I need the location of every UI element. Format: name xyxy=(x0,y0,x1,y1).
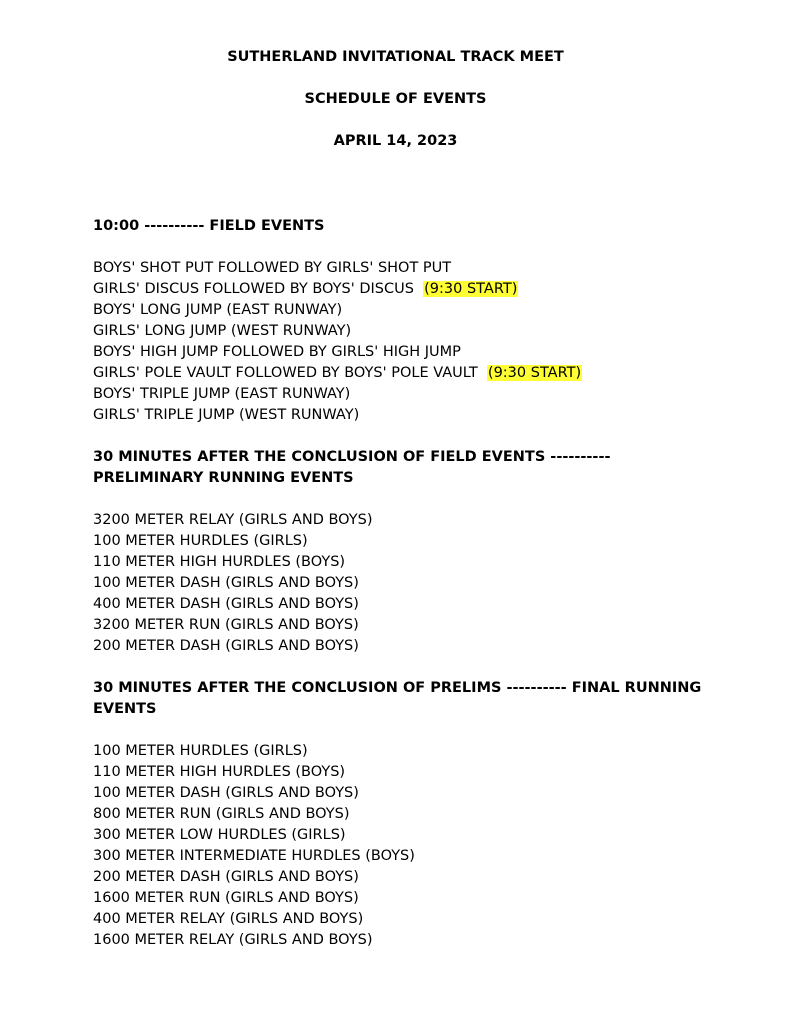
event-item xyxy=(93,783,713,804)
event-name: 100 METER DASH (GIRLS AND BOYS) xyxy=(93,575,359,591)
event-name: 100 METER DASH (GIRLS AND BOYS) xyxy=(93,785,359,801)
event-item xyxy=(93,888,713,909)
event-item xyxy=(93,342,713,363)
document-subtitle: SCHEDULE OF EVENTS xyxy=(304,91,487,107)
event-name: 400 METER DASH (GIRLS AND BOYS) xyxy=(93,596,359,612)
event-name: 110 METER HIGH HURDLES (BOYS) xyxy=(93,764,346,780)
event-item xyxy=(93,615,713,636)
event-list xyxy=(93,258,713,426)
document-title: SUTHERLAND INVITATIONAL TRACK MEET xyxy=(227,49,564,65)
event-name: BOYS' LONG JUMP (EAST RUNWAY) xyxy=(93,302,343,318)
event-item xyxy=(93,321,713,342)
event-item xyxy=(93,636,713,657)
start-time-note: (9:30 START) xyxy=(424,281,518,297)
event-item xyxy=(93,741,713,762)
event-name: 1600 METER RELAY (GIRLS AND BOYS) xyxy=(93,932,373,948)
event-list xyxy=(93,741,713,951)
event-item xyxy=(93,867,713,888)
schedule-sections xyxy=(93,216,713,972)
event-list xyxy=(93,510,713,657)
event-name: 200 METER DASH (GIRLS AND BOYS) xyxy=(93,638,359,654)
section-heading: 30 MINUTES AFTER THE CONCLUSION OF PRELIMS ---------- FINAL RUNNING EVENTS xyxy=(93,680,702,717)
start-time-note: (9:30 START) xyxy=(487,365,582,381)
section-heading: 10:00 ---------- FIELD EVENTS xyxy=(93,218,325,234)
section-heading: 30 MINUTES AFTER THE CONCLUSION OF FIELD EVENTS ---------- PRELIMINARY RUNNING EVENTS xyxy=(93,449,611,486)
event-name: BOYS' HIGH JUMP FOLLOWED BY GIRLS' HIGH JUMP xyxy=(93,344,461,360)
event-name: GIRLS' TRIPLE JUMP (WEST RUNWAY) xyxy=(93,407,360,423)
event-name: BOYS' TRIPLE JUMP (EAST RUNWAY) xyxy=(93,386,351,402)
event-item xyxy=(93,279,713,300)
event-item xyxy=(93,363,713,384)
event-name: GIRLS' LONG JUMP (WEST RUNWAY) xyxy=(93,323,352,339)
event-item xyxy=(93,846,713,867)
event-name: 200 METER DASH (GIRLS AND BOYS) xyxy=(93,869,359,885)
event-name: 300 METER INTERMEDIATE HURDLES (BOYS) xyxy=(93,848,415,864)
event-name: GIRLS' POLE VAULT FOLLOWED BY BOYS' POLE VAULT xyxy=(93,365,478,381)
event-name: 300 METER LOW HURDLES (GIRLS) xyxy=(93,827,346,843)
event-name: GIRLS' DISCUS FOLLOWED BY BOYS' DISCUS xyxy=(93,281,414,297)
event-item xyxy=(93,825,713,846)
event-item xyxy=(93,405,713,426)
event-item xyxy=(93,762,713,783)
event-item xyxy=(93,258,713,279)
event-name: 100 METER HURDLES (GIRLS) xyxy=(93,743,308,759)
event-item xyxy=(93,804,713,825)
event-name: 110 METER HIGH HURDLES (BOYS) xyxy=(93,554,346,570)
event-item xyxy=(93,384,713,405)
event-item xyxy=(93,300,713,321)
event-name: 3200 METER RELAY (GIRLS AND BOYS) xyxy=(93,512,373,528)
event-item xyxy=(93,930,713,951)
event-item xyxy=(93,573,713,594)
event-name: BOYS' SHOT PUT FOLLOWED BY GIRLS' SHOT PUT xyxy=(93,260,452,276)
event-item xyxy=(93,909,713,930)
event-item xyxy=(93,510,713,531)
event-name: 800 METER RUN (GIRLS AND BOYS) xyxy=(93,806,350,822)
event-name: 3200 METER RUN (GIRLS AND BOYS) xyxy=(93,617,359,633)
event-name: 100 METER HURDLES (GIRLS) xyxy=(93,533,308,549)
event-item xyxy=(93,552,713,573)
event-name: 400 METER RELAY (GIRLS AND BOYS) xyxy=(93,911,364,927)
event-item xyxy=(93,594,713,615)
event-item xyxy=(93,531,713,552)
document-date: APRIL 14, 2023 xyxy=(333,133,458,149)
event-name: 1600 METER RUN (GIRLS AND BOYS) xyxy=(93,890,359,906)
